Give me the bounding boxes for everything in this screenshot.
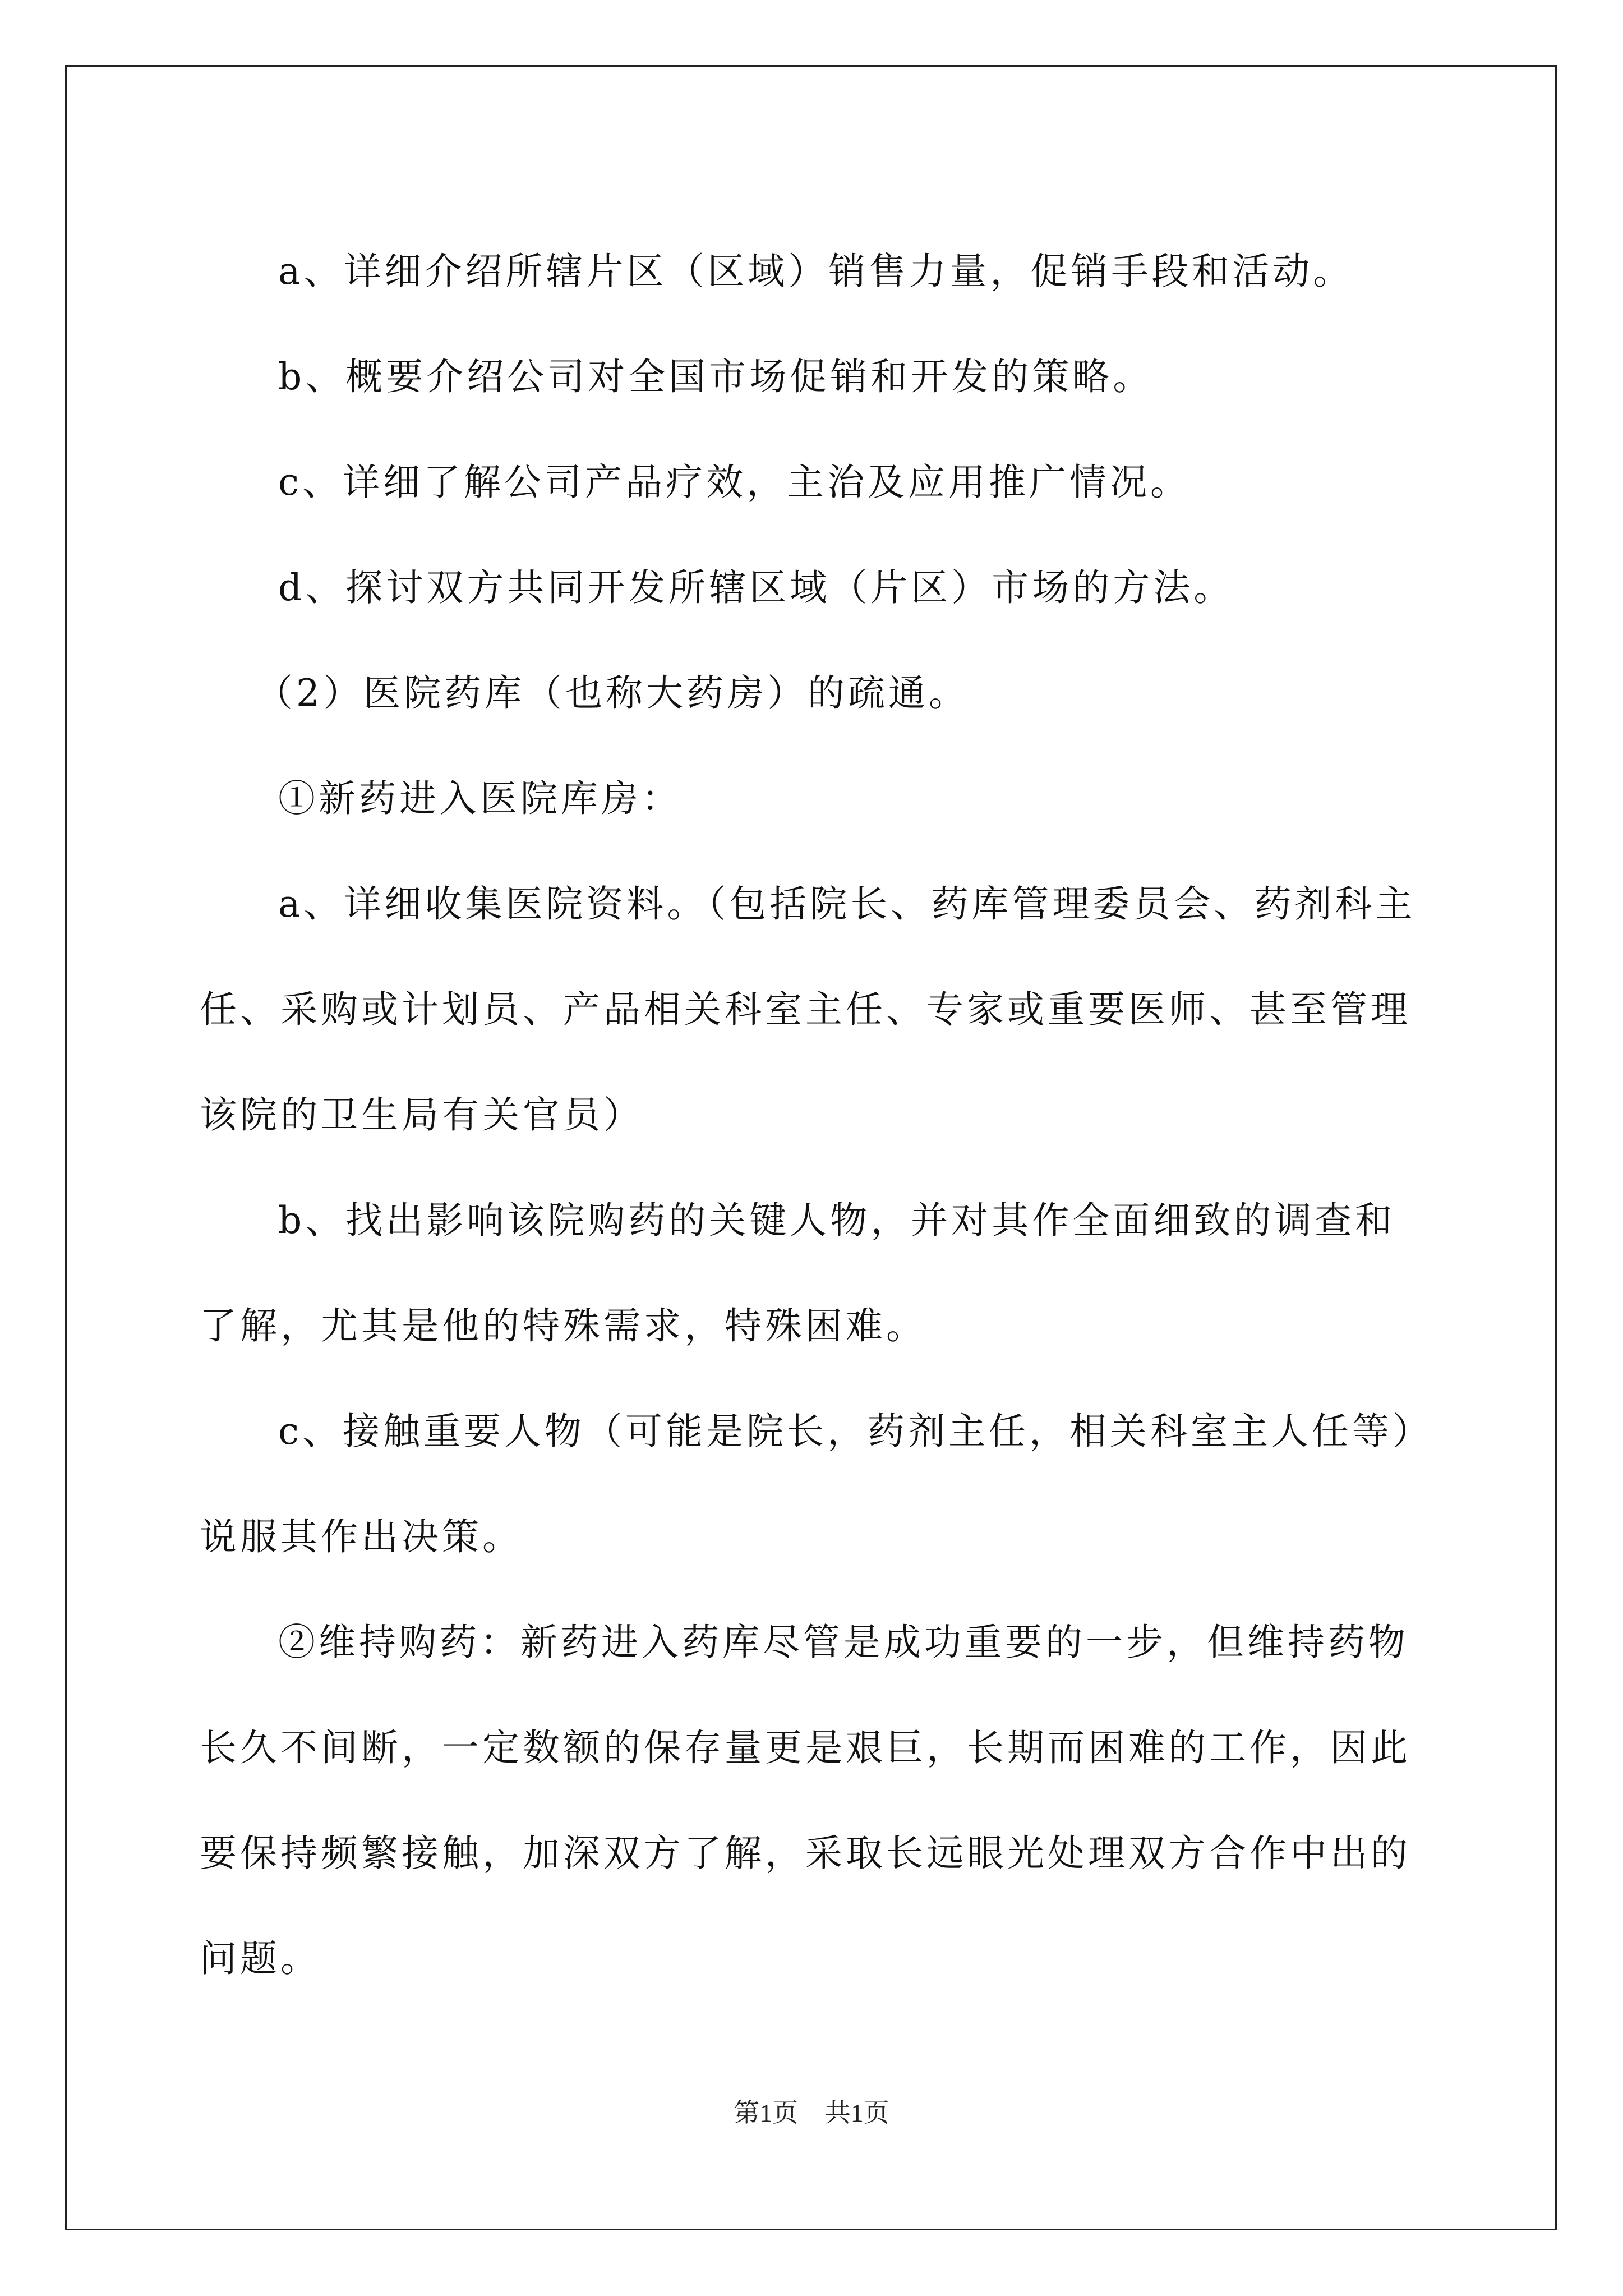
page-number-total: 共1页 xyxy=(824,2099,889,2127)
paragraph-b-key-persons: b、找出影响该院购药的关键人物，并对其作全面细致的调查和了解，尤其是他的特殊需求，特殊困难。 xyxy=(200,1199,1396,1347)
section-heading-hospital-pharmacy: （2）医院药库（也称大药房）的疏通。 xyxy=(256,671,969,715)
page-number-current: 第1页 xyxy=(734,2099,799,2127)
paragraph-maintain-purchase: ②维持购药：新药进入药库尽管是成功重要的一步，但维持药物长久不间断，一定数额的保存量更是艰巨，长期而困难的工作，因此要保持频繁接触，加深双方了解，采取长远眼光处理双方合作中出的问题。 xyxy=(200,1621,1411,1980)
subheading-new-drug-entry: ①新药进入医院库房： xyxy=(278,777,682,820)
paragraph-c-contact-decision-makers: c、接触重要人物（可能是院长，药剂主任，相关科室主人任等）说服其作出决策。 xyxy=(200,1410,1414,1558)
paragraph-a-collect-hospital-info: a、详细收集医院资料。（包括院长、药库管理委员会、药剂科主任、采购或计划员、产品相关科室主任、专家或重要医师、甚至管理该院的卫生局有关官员） xyxy=(200,882,1416,1137)
page-footer xyxy=(0,2092,1623,2129)
paragraph-a-sales-force: a、详细介绍所辖片区（区域）销售力量，促销手段和活动。 xyxy=(278,250,1354,293)
paragraph-d-joint-development: d、探讨双方共同开发所辖区域（片区）市场的方法。 xyxy=(278,566,1234,609)
paragraph-b-national-strategy: b、概要介绍公司对全国市场促销和开发的策略。 xyxy=(278,355,1154,398)
paragraph-c-product-efficacy: c、详细了解公司产品疗效，主治及应用推广情况。 xyxy=(278,461,1191,504)
document-body xyxy=(200,219,1428,2012)
